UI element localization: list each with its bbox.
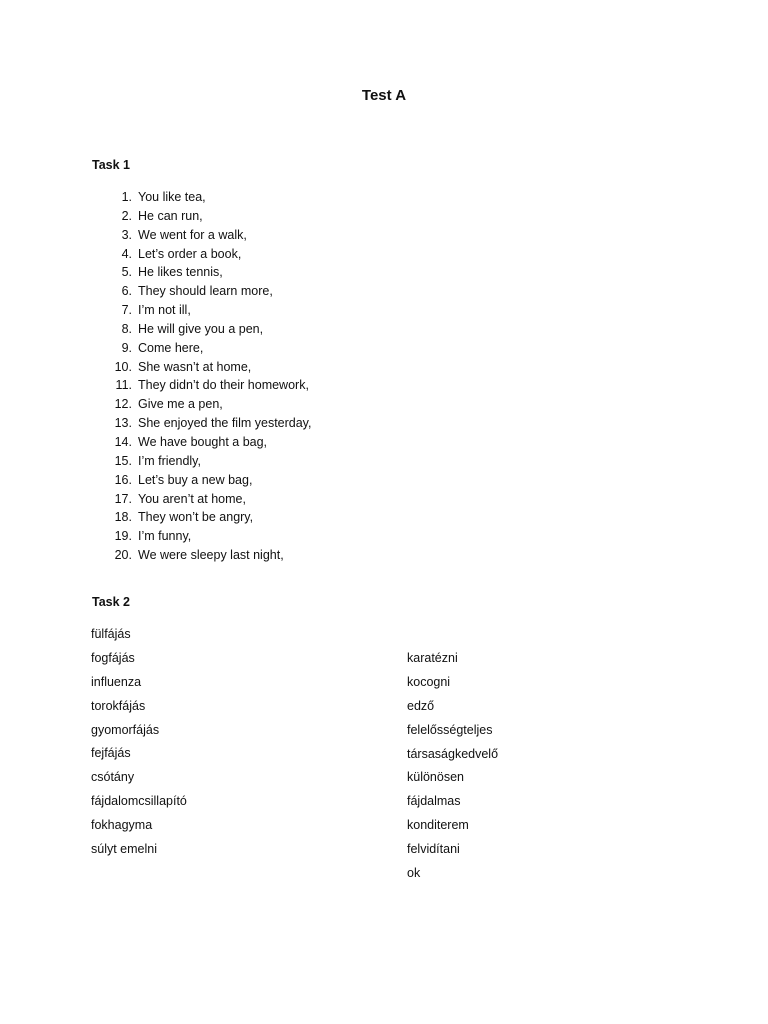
sentence-number: 19.: [114, 529, 132, 544]
sentence-number: 12.: [114, 397, 132, 412]
sentence-text: They won’t be angry,: [138, 510, 254, 525]
sentence-text: You aren’t at home,: [138, 491, 246, 506]
sentence-number: 1.: [121, 190, 132, 204]
task2-right-word-list: [407, 647, 498, 886]
word-item: fogfájás: [91, 650, 135, 665]
word-item: különösen: [407, 770, 464, 785]
sentence-text: Give me a pen,: [138, 397, 223, 412]
sentence-text: They didn’t do their homework,: [138, 378, 309, 393]
task2-left-word-list: [91, 623, 187, 862]
sentence-text: Let’s buy a new bag,: [138, 472, 253, 487]
sentence-number: 7.: [121, 303, 132, 318]
sentence-number: 4.: [121, 246, 132, 261]
word-item: edző: [407, 698, 435, 713]
word-item: konditerem: [407, 818, 469, 833]
sentence-text: I’m friendly,: [138, 453, 201, 468]
sentence-text: We have bought a bag,: [138, 434, 268, 449]
word-item: influenza: [91, 674, 142, 689]
word-item: torokfájás: [91, 698, 146, 713]
sentence-number: 18.: [114, 510, 132, 525]
word-item: fejfájás: [91, 746, 131, 761]
sentence-text: We went for a walk,: [138, 227, 247, 242]
sentence-text: I’m funny,: [138, 529, 192, 544]
page-title: Test A: [361, 87, 407, 104]
sentence-text: You like tea,: [138, 190, 206, 204]
sentence-text: Come here,: [138, 340, 204, 355]
sentence-number: 14.: [114, 434, 132, 449]
word-item: ok: [407, 866, 421, 881]
word-item: karatézni: [407, 651, 458, 665]
word-item: felvidítani: [407, 842, 460, 857]
sentence-number: 6.: [121, 284, 132, 299]
sentence-text: I’m not ill,: [138, 303, 191, 318]
word-item: csótány: [91, 770, 135, 785]
sentence-text: They should learn more,: [138, 284, 273, 299]
sentence-number: 16.: [114, 472, 132, 487]
word-item: kocogni: [407, 674, 451, 689]
word-item: fájdalmas: [407, 794, 461, 809]
sentence-text: He likes tennis,: [138, 265, 223, 280]
task1-heading: Task 1: [92, 158, 130, 172]
sentence-number: 9.: [121, 340, 132, 355]
task2-heading: Task 2: [92, 595, 130, 609]
sentence-number: 17.: [114, 491, 132, 506]
word-item: társaságkedvelő: [407, 746, 499, 761]
sentence-text: He can run,: [138, 208, 203, 223]
sentence-number: 2.: [121, 208, 132, 223]
sentence-text: She wasn’t at home,: [138, 359, 252, 374]
word-item: súlyt emelni: [91, 842, 157, 857]
word-item: felelősségteljes: [407, 722, 493, 737]
sentence-number: 15.: [114, 453, 132, 468]
sentence-text: Let’s order a book,: [138, 246, 242, 261]
sentence-text: We were sleepy last night,: [138, 548, 284, 563]
word-item: fájdalomcsillapító: [91, 794, 187, 809]
word-item: fokhagyma: [91, 818, 153, 833]
sentence-text: He will give you a pen,: [138, 321, 264, 336]
sentence-number: 3.: [121, 227, 132, 242]
sentence-number: 8.: [121, 321, 132, 336]
sentence-number: 5.: [121, 265, 132, 280]
word-item: gyomorfájás: [91, 722, 160, 737]
sentence-number: 13.: [114, 416, 132, 431]
sentence-number: 10.: [114, 359, 132, 374]
word-item: fülfájás: [91, 627, 131, 641]
sentence-number: 20.: [114, 548, 132, 563]
sentence-number: 11.: [115, 378, 132, 393]
sentence-text: She enjoyed the film yesterday,: [138, 416, 312, 431]
